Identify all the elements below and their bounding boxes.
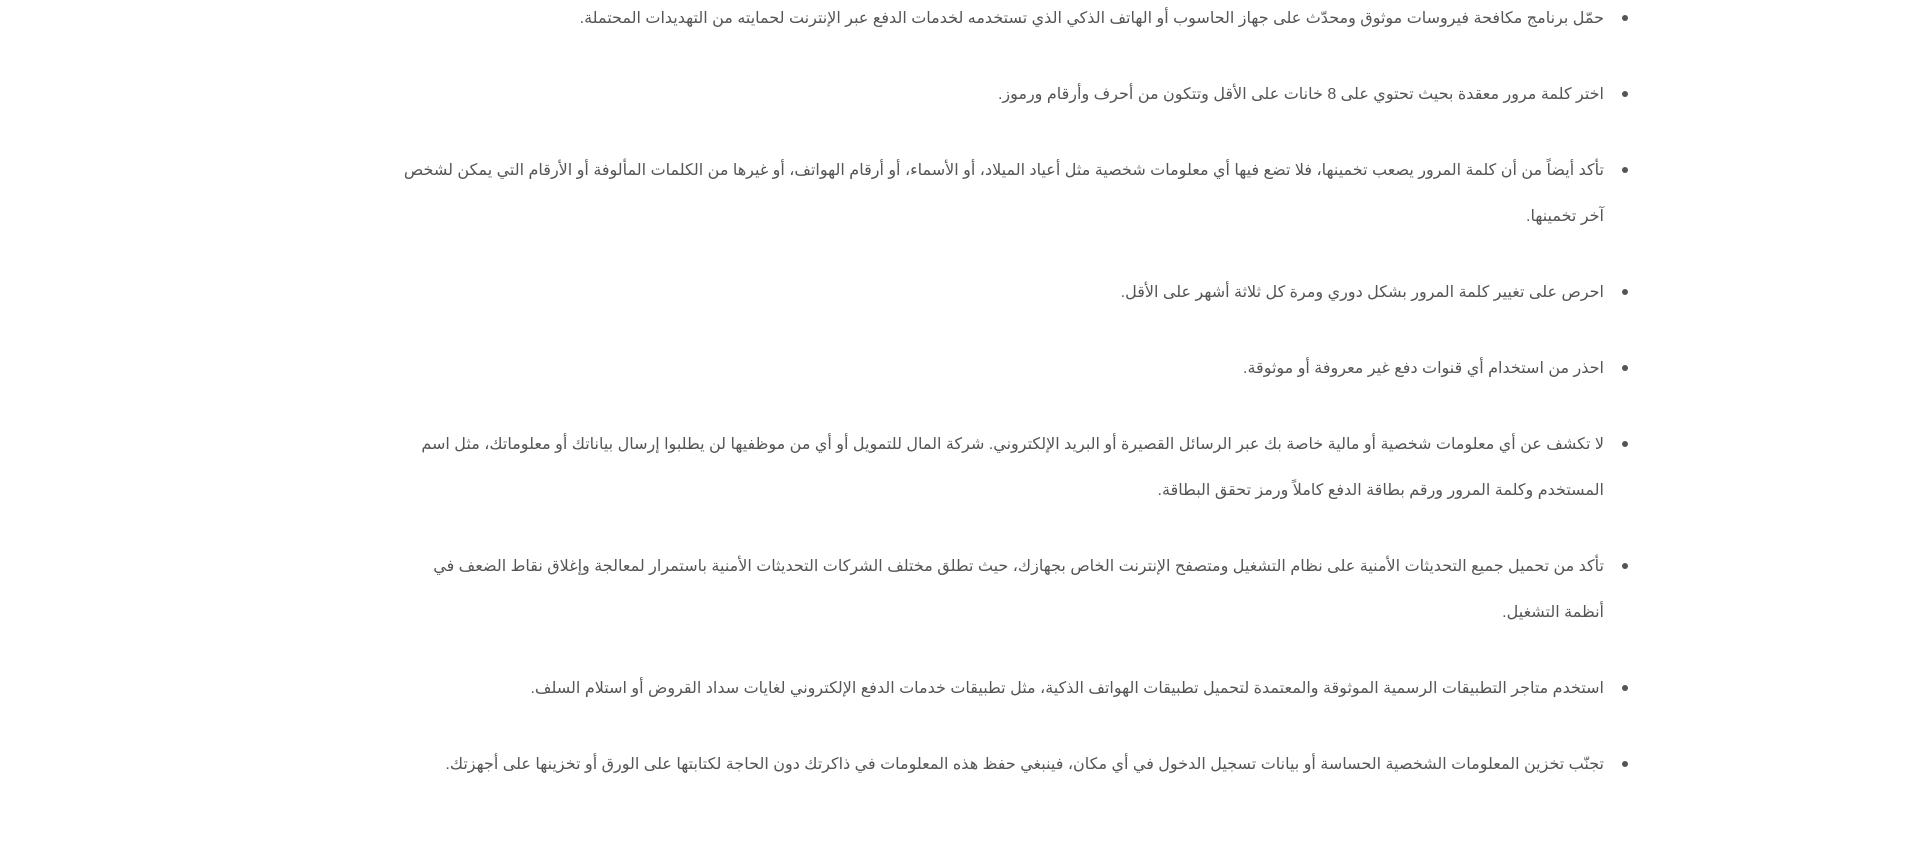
- list-item-text: تجنّب تخزين المعلومات الشخصية الحساسة أو بيانات تسجيل الدخول في أي مكان، فينبغي حفظ هذه المعلومات في ذاكرتك دون الحاجة لكتابتها على الورق أو تخزينها على أجهزتك.: [445, 756, 1604, 773]
- list-item-text: تأكد من تحميل جميع التحديثات الأمنية على نظام التشغيل ومتصفح الإنترنت الخاص بجهازك، حيث تطلق مختلف الشركات التحديثات الأمنية باستمرار لمعالجة وإغلاق نقاط الضعف في أنظمة التشغيل.: [433, 558, 1604, 621]
- list-item: [400, 72, 1620, 118]
- bullet-icon: [1622, 685, 1628, 691]
- list-item: [400, 346, 1620, 392]
- list-item-text: اختر كلمة مرور معقدة بحيث تحتوي على 8 خانات على الأقل وتتكون من أحرف وأرقام ورموز.: [997, 86, 1604, 103]
- bullet-icon: [1622, 761, 1628, 767]
- bullet-icon: [1622, 563, 1628, 569]
- bullet-icon: [1622, 15, 1628, 21]
- list-item-text: احرص على تغيير كلمة المرور بشكل دوري ومرة كل ثلاثة أشهر على الأقل.: [1120, 284, 1604, 301]
- bullet-icon: [1622, 167, 1628, 173]
- bullet-icon: [1622, 365, 1628, 371]
- list-item: [400, 148, 1620, 240]
- list-item-text: لا تكشف عن أي معلومات شخصية أو مالية خاصة بك عبر الرسائل القصيرة أو البريد الإلكتروني. شركة المال للتمويل أو أي من موظفيها لن يطلبوا إرسال بياناتك أو معلوماتك، مثل اسم المستخدم وكلمة المرور ورقم بطاقة الدفع كاملاً ورمز تحقق البطاقة.: [421, 436, 1604, 499]
- list-item: [400, 742, 1620, 788]
- bullet-icon: [1622, 441, 1628, 447]
- list-item-text: حمّل برنامج مكافحة فيروسات موثوق ومحدّث على جهاز الحاسوب أو الهاتف الذكي الذي تستخدمه لخدمات الدفع عبر الإنترنت لحمايته من التهديدات المحتملة.: [579, 10, 1604, 27]
- list-item-text: استخدم متاجر التطبيقات الرسمية الموثوقة والمعتمدة لتحميل تطبيقات الهواتف الذكية، مثل تطبيقات خدمات الدفع الإلكتروني لغايات سداد القروض أو استلام السلف.: [530, 680, 1604, 697]
- list-item-text: تأكد أيضاً من أن كلمة المرور يصعب تخمينها، فلا تضع فيها أي معلومات شخصية مثل أعياد الميلاد، أو الأسماء، أو أرقام الهواتف، أو غيرها من الكلمات المألوفة أو الأرقام التي يمكن لشخص آخر تخمينها.: [403, 162, 1604, 225]
- list-item: [400, 544, 1620, 636]
- list-item: [400, 270, 1620, 316]
- list-item: [400, 666, 1620, 712]
- list-item: [400, 422, 1620, 514]
- security-tips-list: [400, 0, 1620, 788]
- list-item-text: احذر من استخدام أي قنوات دفع غير معروفة أو موثوقة.: [1243, 360, 1604, 377]
- list-item: [400, 0, 1620, 42]
- bullet-icon: [1622, 91, 1628, 97]
- bullet-icon: [1622, 289, 1628, 295]
